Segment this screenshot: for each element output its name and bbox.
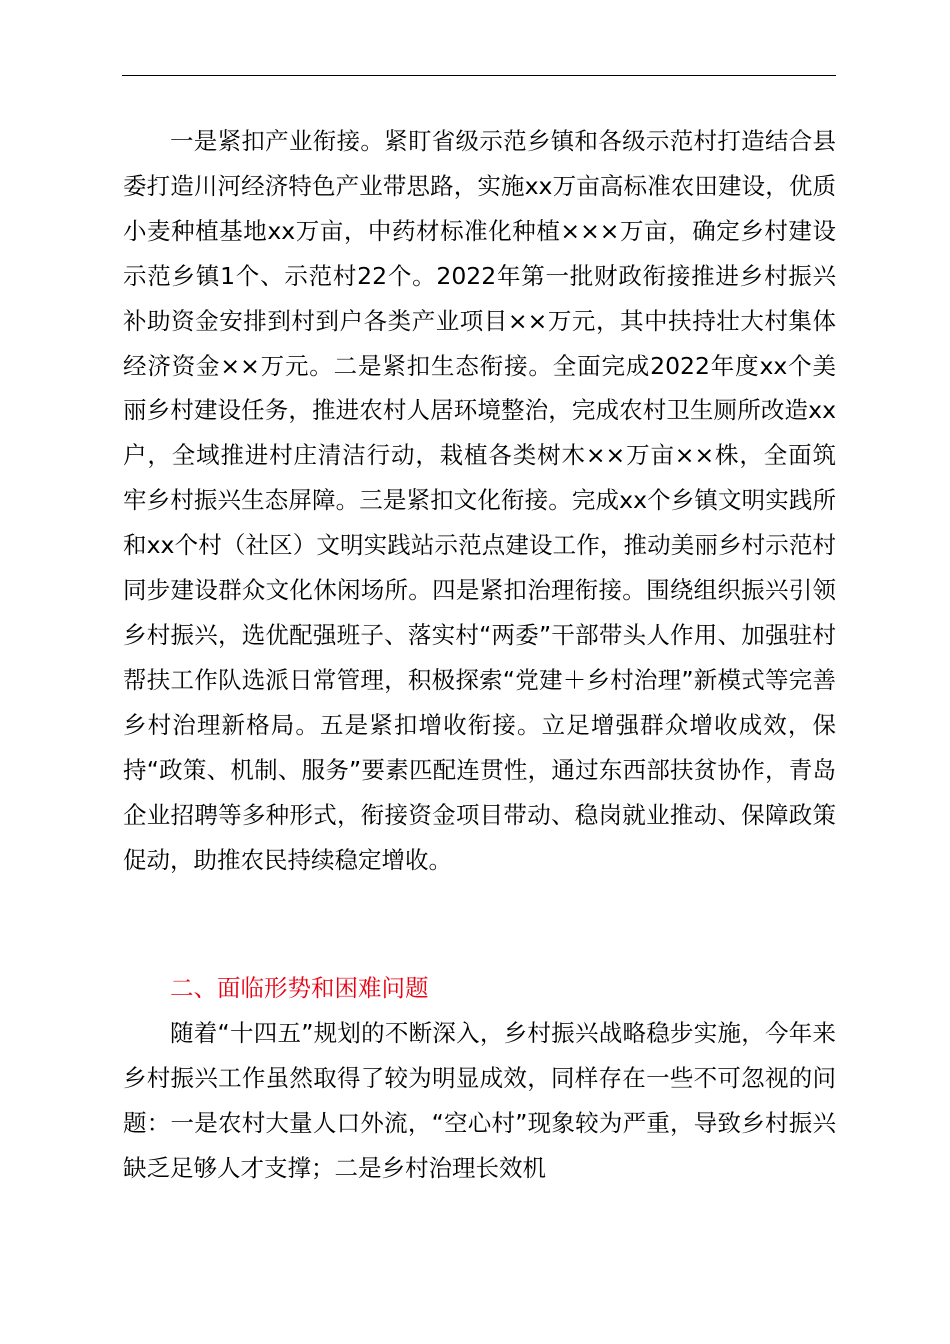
paragraph-industry-ecology-culture-governance-income: 一是紧扣产业衔接。紧盯省级示范乡镇和各级示范村打造结合县委打造川河经济特色产业带思路，实施xx万亩高标准农田建设，优质小麦种植基地xx万亩，中药材标准化种植×××万亩，确定乡村建设示范乡镇1个、示范村22个。2022年第一批财政衔接推进乡村振兴补助资金安排到村到户各类产业项目××万元，其中扶持壮大村集体经济资金××万元。二是紧扣生态衔接。全面完成2022年度xx个美丽乡村建设任务，推进农村人居环境整治，完成农村卫生厕所改造xx户，全域推进村庄清洁行动，栽植各类树木××万亩××株，全面筑牢乡村振兴生态屏障。三是紧扣文化衔接。完成xx个乡镇文明实践所和xx个村（社区）文明实践站示范点建设工作，推动美丽乡村示范村同步建设群众文化休闲场所。四是紧扣治理衔接。围绕组织振兴引领乡村振兴，选优配强班子、落实村“两委”干部带头人作用、加强驻村帮扶工作队选派日常管理，积极探索“党建＋乡村治理”新模式等完善乡村治理新格局。五是紧扣增收衔接。立足增强群众增收成效，保持“政策、机制、服务”要素匹配连贯性，通过东西部扶贫协作，青岛企业招聘等多种形式，衔接资金项目带动、稳岗就业推动、保障政策促动，助推农民持续稳定增收。 <box>123 127 836 874</box>
header-rule <box>122 75 836 76</box>
paragraph-problems: 随着“十四五”规划的不断深入，乡村振兴战略稳步实施，今年来乡村振兴工作虽然取得了较为明显成效，同样存在一些不可忽视的问题：一是农村大量人口外流，“空心村”现象较为严重，导致乡村振兴缺乏足够人才支撑；二是乡村治理长效机 <box>123 1019 836 1182</box>
section-heading: 二、面临形势和困难问题 <box>170 974 429 1002</box>
